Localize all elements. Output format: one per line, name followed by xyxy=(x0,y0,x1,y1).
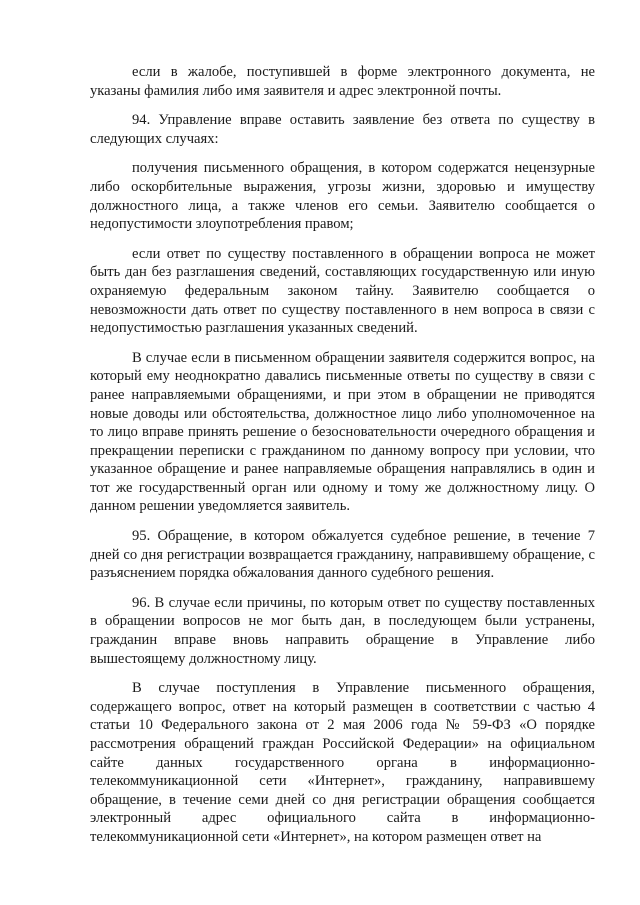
paragraph-repeated-question: В случае если в письменном обращении заявителя содержится вопрос, на который ему неоднократно давались письменные ответы по существу в связи с ранее направляемыми обращениями, и при этом в обращении не приводятся новые доводы или обстоятельства, должностное лицо либо уполномоченное на то лицо вправе принять решение о безосновательности очередного обращения и прекращении переписки с гражданином по данному вопросу при условии, что указанное обращение и ранее направляемые обращения направлялись в один и тот же государственный орган или одному и тому же должностному лицу. О данном решении уведомляется заявитель. xyxy=(90,349,595,515)
paragraph-item-94: 94. Управление вправе оставить заявление без ответа по существу в следующих случаях: xyxy=(90,112,595,147)
paragraph-complaint-no-name: если в жалобе, поступившей в форме электронного документа, не указаны фамилия либо имя заявителя и адрес электронной почты. xyxy=(90,64,595,99)
document-body xyxy=(90,63,595,858)
paragraph-state-secret: если ответ по существу поставленного в обращении вопроса не может быть дан без разглашения сведений, составляющих государственную или иную охраняемую федеральным законом тайну. Заявителю сообщается о невозможности дать ответ по существу поставленного в нем вопроса в связи с недопустимостью разглашения указанных сведений. xyxy=(90,245,595,337)
paragraph-published-answer: В случае поступления в Управление письменного обращения, содержащего вопрос, ответ на который размещен в соответствии с частью 4 статьи 10 Федерального закона от 2 мая 2006 года № 59-ФЗ «О порядке рассмотрения обращений граждан Российской Федерации» на официальном сайте данных государственного органа в информационно-телекоммуникационной сети «Интернет», гражданину, направившему обращение, в течение семи дней со дня регистрации обращения сообщается электронный адрес официального сайта в информационно-телекоммуникационной сети «Интернет», на котором размещен ответ на xyxy=(90,680,595,845)
paragraph-obscene-language: получения письменного обращения, в котором содержатся нецензурные либо оскорбительные выражения, угрозы жизни, здоровью и имуществу должностного лица, а также членов его семьи. Заявителю сообщается о недопустимости злоупотребления правом; xyxy=(90,160,595,233)
paragraph-item-96: 96. В случае если причины, по которым ответ по существу поставленных в обращении вопросов не мог быть дан, в последующем были устранены, гражданин вправе вновь направить обращение в Управление либо вышестоящему должностному лицу. xyxy=(90,594,595,667)
paragraph-item-95: 95. Обращение, в котором обжалуется судебное решение, в течение 7 дней со дня регистрации возвращается гражданину, направившему обращение, с разъяснением порядка обжалования данного судебного решения. xyxy=(90,528,595,582)
